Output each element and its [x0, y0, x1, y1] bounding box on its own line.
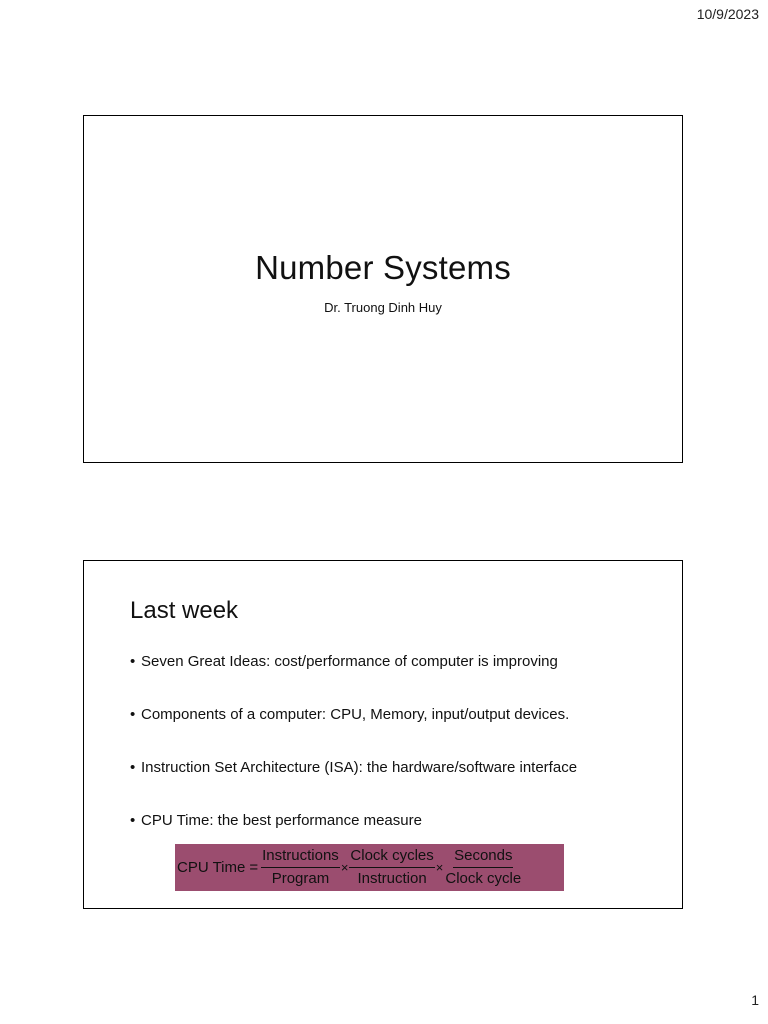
fraction-denominator: Clock cycle [445, 870, 522, 887]
bullet-text: Seven Great Ideas: cost/performance of computer is improving [141, 653, 558, 670]
fraction-instructions-per-program [261, 846, 340, 889]
cpu-time-formula [175, 844, 564, 891]
bullet-icon: • [130, 759, 136, 776]
bullet-text: CPU Time: the best performance measure [141, 812, 422, 829]
slide-title [83, 115, 683, 463]
bullet-icon: • [130, 653, 136, 670]
slide-title-text: Number Systems [255, 249, 511, 286]
bullet-text: Components of a computer: CPU, Memory, input/output devices. [141, 706, 570, 723]
fraction-numerator: Seconds [453, 846, 513, 868]
bullet-item [130, 759, 577, 777]
page-date: 10/9/2023 [696, 6, 759, 22]
formula-lhs: CPU Time [177, 859, 246, 876]
formula-equals: = [249, 859, 259, 876]
slide-heading: Last week [130, 597, 239, 624]
fraction-denominator: Instruction [357, 870, 427, 887]
times-sign: × [435, 860, 444, 875]
slide-author: Dr. Truong Dinh Huy [324, 300, 442, 315]
fraction-numerator: Instructions [261, 846, 340, 868]
bullet-list [130, 653, 577, 865]
bullet-item [130, 706, 577, 724]
fraction-seconds-per-cycle [444, 846, 522, 889]
fraction-cycles-per-instruction [349, 846, 434, 889]
bullet-text: Instruction Set Architecture (ISA): the hardware/software interface [141, 759, 578, 776]
bullet-item [130, 812, 577, 830]
fraction-denominator: Program [271, 870, 330, 887]
times-sign: × [340, 860, 349, 875]
slide-last-week [83, 560, 683, 909]
bullet-icon: • [130, 706, 136, 723]
page-number: 1 [751, 992, 759, 1008]
bullet-item [130, 653, 577, 671]
fraction-numerator: Clock cycles [349, 846, 434, 868]
bullet-icon: • [130, 812, 136, 829]
